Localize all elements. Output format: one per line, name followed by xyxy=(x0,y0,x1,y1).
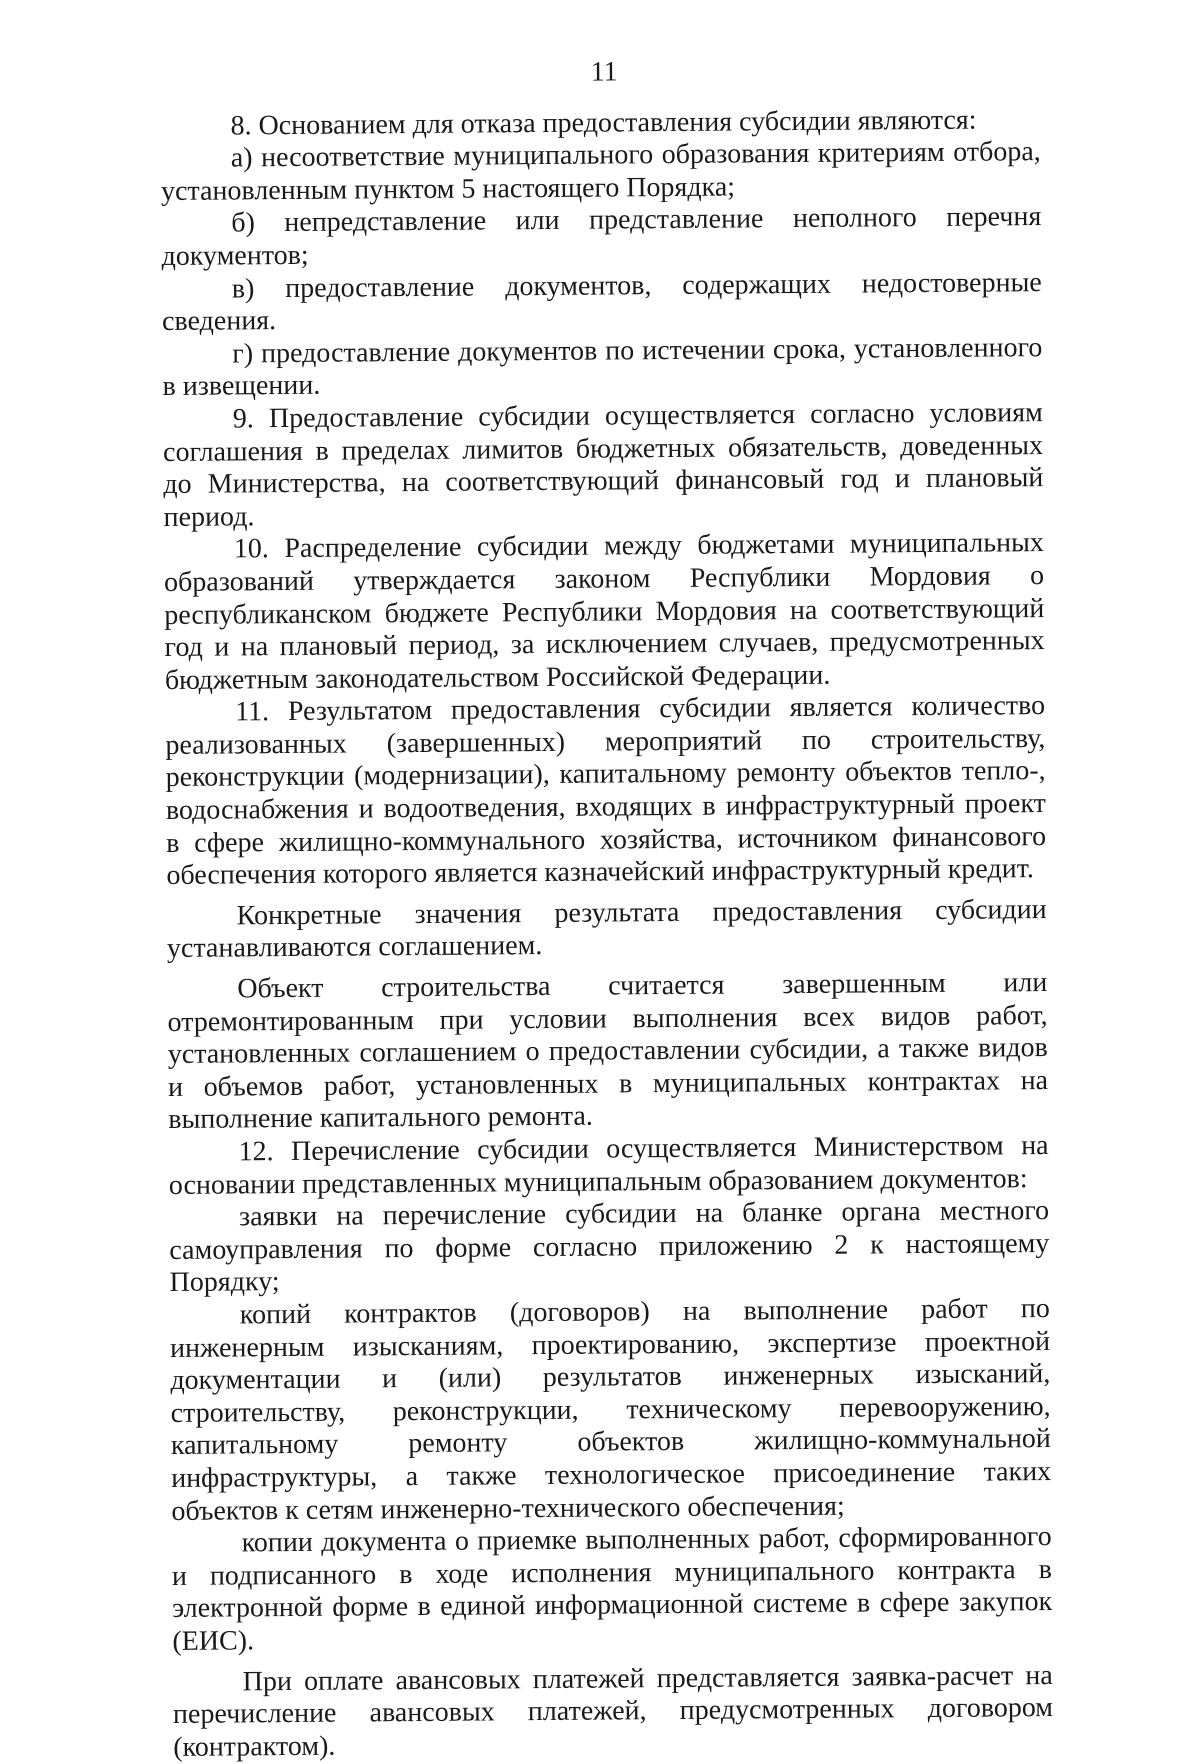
paragraph-refusal-grounds: 8. Основанием для отказа предоставления субсидии являются: xyxy=(230,104,977,142)
page-number: 11 xyxy=(590,56,618,88)
paragraph-result-values: Конкретные значения результата предоставления субсидии устанавливаются соглашением. xyxy=(166,893,1047,965)
paragraph-11: 11. Результатом предоставления субсидии является количество реализованных (завершенных) мероприятий по строительству, реконструкции (модернизации), капитальному ремонту объектов тепло-, водоснабжения и водоотведения, входящих в инфраструктурный проект в сфере жилищно-коммунального хозяйства, источником финансового обеспечения которого является казначейский инфраструктурный кредит. xyxy=(165,690,1047,892)
document-page xyxy=(160,53,1053,1764)
paragraph-12: 12. Перечисление субсидии осуществляется Министерством на основании представленных муниципальным образованием документов: xyxy=(168,1130,1049,1201)
paragraph-10: 10. Распределение субсидии между бюджетами муниципальных образований утверждается законом Республики Мордовия о республиканском бюджете Республики Мордовия на соответствующий год и на плановый период, за исключением случаев, предусмотренных бюджетным законодательством Российской Федерации. xyxy=(163,527,1045,696)
paragraph-contract-copies: копий контрактов (договоров) на выполнение работ по инженерным изысканиям, проектированию, экспертизе проектной документации и (или) результатов инженерных изысканий, строительству, реконструкции, техническому перевооружению, капитальному ремонту объектов жилищно-коммунальной инфраструктуры, а также технологическое присоединение таких объектов к сетям инженерно-технического обеспечения; xyxy=(169,1293,1052,1527)
paragraph-application: заявки на перечисление субсидии на бланке органа местного самоуправления по форме согласно приложению 2 к настоящему Порядку; xyxy=(169,1195,1050,1299)
paragraph-advance-payments: При оплате авансовых платежей представляется заявка-расчет на перечисление авансовых платежей, предусмотренных договором (контрактом). xyxy=(172,1659,1054,1763)
paragraph-acceptance-copy: копии документа о приемке выполненных работ, сформированного и подписанного в ходе исполнения муниципального контракта в электронной форме в единой информационной системе в сфере закупок (ЕИС). xyxy=(171,1521,1053,1657)
paragraph-refusal-a: а) несоответствие муниципального образования критериям отбора, установленным пунктом 5 настоящего Порядка; xyxy=(160,136,1041,207)
paragraph-refusal-b: б) непредставление или представление неполного перечня документов; xyxy=(161,201,1042,272)
paragraph-refusal-d: г) предоставление документов по истечении срока, установленного в извещении. xyxy=(162,331,1043,403)
paragraph-refusal-c: в) предоставление документов, содержащих недостоверные сведения. xyxy=(161,266,1042,338)
paragraph-object-completed: Объект строительства считается завершенным или отремонтированным при условии выполнения всех видов работ, установленных соглашением о предоставлении субсидии, а также видов и объемов работ, установленных в муниципальных контрактах на выполнение капитального ремонта. xyxy=(167,967,1049,1136)
paragraph-9: 9. Предоставление субсидии осуществляется согласно условиям соглашения в пределах лимитов бюджетных обязательств, доведенных до Министерства, на соответствующий финансовый год и плановый период. xyxy=(162,397,1044,533)
